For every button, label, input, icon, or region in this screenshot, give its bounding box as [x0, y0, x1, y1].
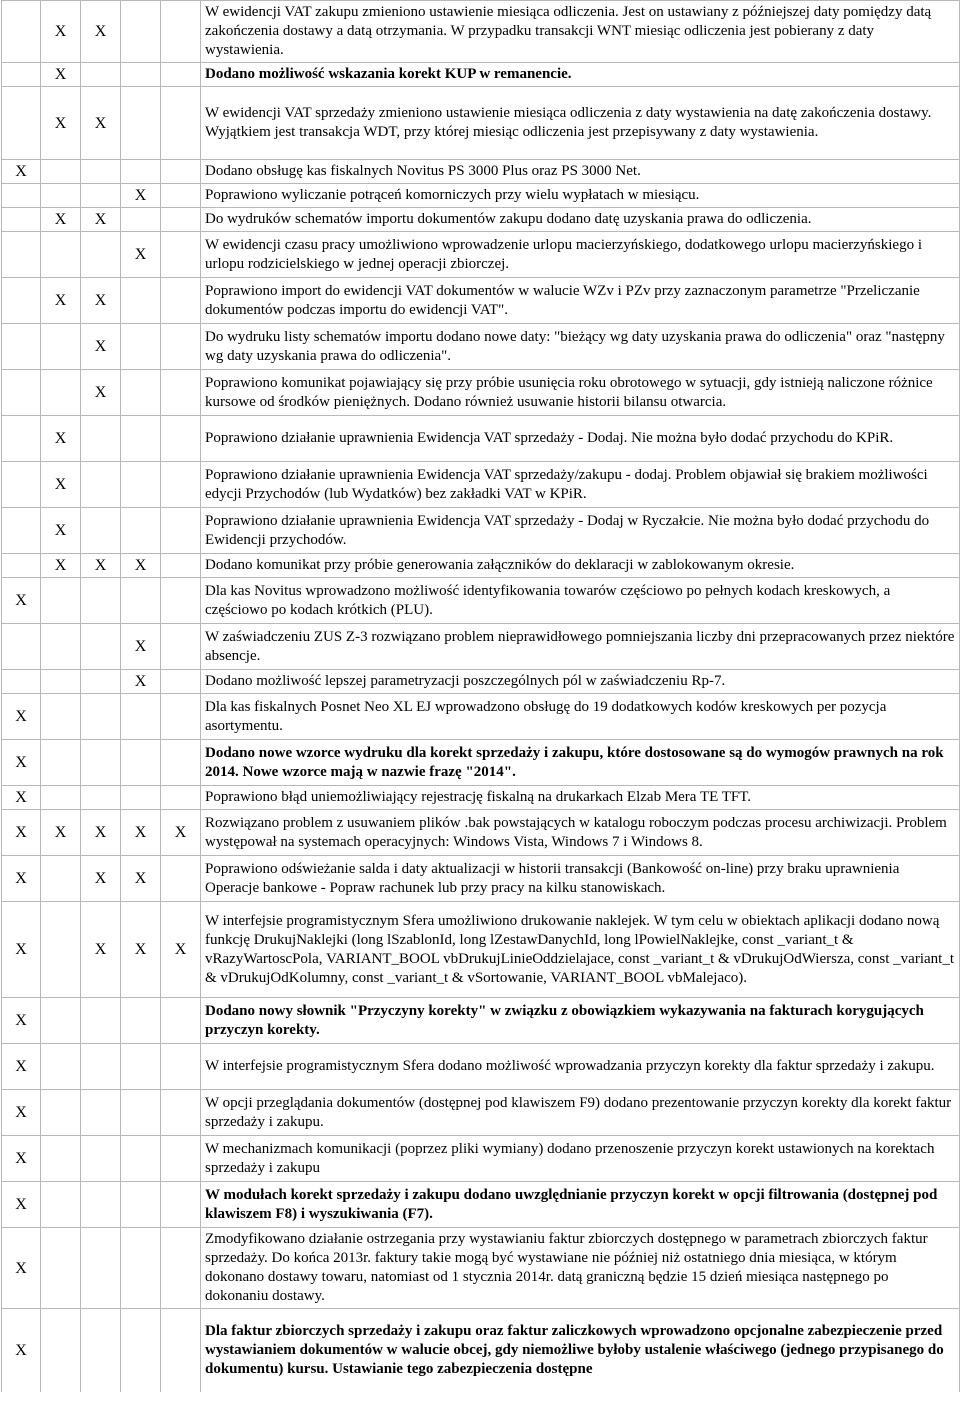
marker-cell: [121, 998, 161, 1044]
marker-cell: X: [2, 694, 41, 740]
marker-cell: [161, 1228, 201, 1309]
changelog-row: [2, 740, 960, 786]
marker-cell: [2, 624, 41, 670]
marker-cell: X: [2, 1090, 41, 1136]
marker-cell: [81, 184, 121, 208]
marker-cell: [41, 370, 81, 416]
marker-cell: [121, 370, 161, 416]
changelog-row: [2, 208, 960, 232]
marker-cell: [161, 184, 201, 208]
marker-cell: [121, 462, 161, 508]
change-description: W interfejsie programistycznym Sfera dodano możliwość wprowadzania przyczyn korekty dla faktur sprzedaży i zakupu.: [201, 1044, 960, 1090]
marker-cell: [161, 370, 201, 416]
marker-cell: X: [2, 786, 41, 810]
marker-cell: [2, 87, 41, 160]
change-description: W modułach korekt sprzedaży i zakupu dodano uwzględnianie przyczyn korekt w opcji filtrowania (dostępnej pod klawiszem F8) i wyszukiwania (F7).: [201, 1182, 960, 1228]
marker-cell: [81, 998, 121, 1044]
marker-cell: X: [2, 1044, 41, 1090]
marker-cell: [161, 1044, 201, 1090]
marker-cell: [2, 184, 41, 208]
marker-cell: [121, 694, 161, 740]
marker-cell: [161, 694, 201, 740]
change-description: W ewidencji VAT sprzedaży zmieniono ustawienie miesiąca odliczenia z daty wystawienia na datę zakończenia dostawy. Wyjątkiem jest transakcja WDT, przy której miesiąc odliczenia jest przepisywany z daty wystawienia.: [201, 87, 960, 160]
marker-cell: [161, 1182, 201, 1228]
marker-cell: [41, 1309, 81, 1392]
changelog-rows: [2, 1, 960, 1392]
marker-cell: X: [121, 232, 161, 278]
marker-cell: X: [81, 810, 121, 856]
marker-cell: [2, 278, 41, 324]
changelog-row: [2, 902, 960, 998]
change-description: Poprawiono błąd uniemożliwiający rejestrację fiskalną na drukarkach Elzab Mera TE TFT.: [201, 786, 960, 810]
changelog-row: [2, 278, 960, 324]
marker-cell: X: [81, 208, 121, 232]
change-description: Dodano nowe wzorce wydruku dla korekt sprzedaży i zakupu, które dostosowane są do wymogów prawnych na rok 2014. Nowe wzorce mają w nazwie frazę "2014".: [201, 740, 960, 786]
marker-cell: [121, 786, 161, 810]
marker-cell: X: [121, 902, 161, 998]
marker-cell: [161, 160, 201, 184]
marker-cell: X: [41, 87, 81, 160]
marker-cell: [41, 324, 81, 370]
changelog-row: [2, 63, 960, 87]
marker-cell: X: [2, 998, 41, 1044]
changelog-row: [2, 1228, 960, 1309]
marker-cell: [161, 786, 201, 810]
marker-cell: [2, 416, 41, 462]
marker-cell: [81, 63, 121, 87]
marker-cell: X: [161, 810, 201, 856]
change-description: Dla kas fiskalnych Posnet Neo XL EJ wprowadzono obsługę do 19 dodatkowych kodów kreskowych per pozycja asortymentu.: [201, 694, 960, 740]
marker-cell: [81, 740, 121, 786]
marker-cell: [81, 462, 121, 508]
marker-cell: X: [41, 462, 81, 508]
marker-cell: [2, 462, 41, 508]
marker-cell: X: [121, 624, 161, 670]
marker-cell: X: [41, 810, 81, 856]
marker-cell: [81, 786, 121, 810]
marker-cell: [121, 1090, 161, 1136]
marker-cell: [161, 624, 201, 670]
changelog-table: [1, 0, 960, 1392]
marker-cell: [81, 578, 121, 624]
marker-cell: [161, 1090, 201, 1136]
marker-cell: X: [2, 740, 41, 786]
marker-cell: [2, 670, 41, 694]
marker-cell: [121, 1, 161, 63]
marker-cell: [121, 1228, 161, 1309]
marker-cell: [41, 624, 81, 670]
marker-cell: [41, 694, 81, 740]
marker-cell: X: [121, 856, 161, 902]
marker-cell: [41, 670, 81, 694]
marker-cell: [161, 87, 201, 160]
change-description: Dodano możliwość wskazania korekt KUP w remanencie.: [201, 63, 960, 87]
marker-cell: [121, 416, 161, 462]
change-description: Dodano komunikat przy próbie generowania załączników do deklaracji w zablokowanym okresie.: [201, 554, 960, 578]
change-description: W interfejsie programistycznym Sfera umożliwiono drukowanie naklejek. W tym celu w obiektach aplikacji dodano nową funkcję DrukujNaklejki (long lSzablonId, long lZestawDanychId, long lPowielNaklejke, const _variant_t & vRazyWartoscPola, VARIANT_BOOL vbDrukujLinieOddzielajace, const _variant_t & vDrukujOdWiersza, const _variant_t & vDrukujOdKolumny, const _variant_t & vSortowanie, VARIANT_BOOL vbMalejaco).: [201, 902, 960, 998]
marker-cell: X: [2, 578, 41, 624]
changelog-row: [2, 462, 960, 508]
marker-cell: [2, 508, 41, 554]
changelog-row: [2, 184, 960, 208]
marker-cell: [161, 208, 201, 232]
marker-cell: [41, 1182, 81, 1228]
marker-cell: [2, 554, 41, 578]
marker-cell: [121, 1309, 161, 1392]
marker-cell: [161, 554, 201, 578]
marker-cell: [41, 1090, 81, 1136]
marker-cell: [41, 160, 81, 184]
marker-cell: [161, 856, 201, 902]
change-description: Poprawiono wyliczanie potrąceń komorniczych przy wielu wypłatach w miesiącu.: [201, 184, 960, 208]
marker-cell: X: [41, 554, 81, 578]
marker-cell: X: [81, 902, 121, 998]
marker-cell: X: [2, 856, 41, 902]
marker-cell: [41, 232, 81, 278]
changelog-row: [2, 370, 960, 416]
marker-cell: [161, 508, 201, 554]
changelog-row: [2, 554, 960, 578]
change-description: W zaświadczeniu ZUS Z-3 rozwiązano problem nieprawidłowego pomniejszania liczby dni przepracowanych przez niektóre absencje.: [201, 624, 960, 670]
change-description: Poprawiono działanie uprawnienia Ewidencja VAT sprzedaży/zakupu - dodaj. Problem objawiał się brakiem możliwości edycji Przychodów (lub Wydatków) bez zakładki VAT w KPiR.: [201, 462, 960, 508]
marker-cell: [41, 184, 81, 208]
marker-cell: [81, 1309, 121, 1392]
marker-cell: [161, 1309, 201, 1392]
marker-cell: [2, 1, 41, 63]
marker-cell: X: [81, 278, 121, 324]
marker-cell: [41, 1044, 81, 1090]
changelog-row: [2, 856, 960, 902]
marker-cell: [81, 416, 121, 462]
changelog-row: [2, 160, 960, 184]
marker-cell: [121, 208, 161, 232]
change-description: Dodano obsługę kas fiskalnych Novitus PS 3000 Plus oraz PS 3000 Net.: [201, 160, 960, 184]
marker-cell: X: [121, 670, 161, 694]
marker-cell: [121, 63, 161, 87]
marker-cell: X: [81, 1, 121, 63]
marker-cell: X: [2, 1309, 41, 1392]
marker-cell: [41, 1228, 81, 1309]
marker-cell: X: [2, 902, 41, 998]
marker-cell: X: [41, 208, 81, 232]
change-description: Do wydruku listy schematów importu dodano nowe daty: "bieżący wg daty uzyskania prawa do odliczenia" oraz "następny wg daty uzyskania prawa do odliczenia".: [201, 324, 960, 370]
change-description: Rozwiązano problem z usuwaniem plików .bak powstających w katalogu roboczym podczas procesu archiwizacji. Problem występował na systemach operacyjnych: Windows Vista, Windows 7 i Windows 8.: [201, 810, 960, 856]
marker-cell: [81, 232, 121, 278]
changelog-row: [2, 1309, 960, 1392]
marker-cell: [161, 278, 201, 324]
marker-cell: X: [81, 856, 121, 902]
marker-cell: [81, 670, 121, 694]
marker-cell: [161, 63, 201, 87]
changelog-row: [2, 578, 960, 624]
changelog-row: [2, 670, 960, 694]
marker-cell: [41, 786, 81, 810]
changelog-row: [2, 1044, 960, 1090]
changelog-row: [2, 1136, 960, 1182]
marker-cell: [41, 998, 81, 1044]
change-description: Dodano możliwość lepszej parametryzacji poszczególnych pól w zaświadczeniu Rp-7.: [201, 670, 960, 694]
marker-cell: [121, 1044, 161, 1090]
marker-cell: [41, 1136, 81, 1182]
marker-cell: [41, 856, 81, 902]
marker-cell: [161, 740, 201, 786]
marker-cell: [81, 1182, 121, 1228]
changelog-row: [2, 810, 960, 856]
change-description: W mechanizmach komunikacji (poprzez pliki wymiany) dodano przenoszenie przyczyn korekt ustawionych na korektach sprzedaży i zakupu: [201, 1136, 960, 1182]
marker-cell: X: [161, 902, 201, 998]
change-description: W opcji przeglądania dokumentów (dostępnej pod klawiszem F9) dodano prezentowanie przyczyn korekty dla korekt faktur sprzedaży i zakupu.: [201, 1090, 960, 1136]
marker-cell: [81, 624, 121, 670]
changelog-row: [2, 87, 960, 160]
marker-cell: X: [121, 184, 161, 208]
change-description: Poprawiono odświeżanie salda i daty aktualizacji w historii transakcji (Bankowość on-line) przy braku uprawnienia Operacje bankowe - Popraw rachunek lub przy pracy na kilku stanowiskach.: [201, 856, 960, 902]
marker-cell: [161, 670, 201, 694]
change-description: Poprawiono komunikat pojawiający się przy próbie usunięcia roku obrotowego w sytuacji, gdy istnieją naliczone różnice kursowe od środków pieniężnych. Dodano również usuwanie historii bilansu otwarcia.: [201, 370, 960, 416]
marker-cell: [161, 324, 201, 370]
change-description: Poprawiono działanie uprawnienia Ewidencja VAT sprzedaży - Dodaj w Ryczałcie. Nie można było dodać przychodu do Ewidencji przychodów.: [201, 508, 960, 554]
change-description: Poprawiono import do ewidencji VAT dokumentów w walucie WZv i PZv przy zaznaczonym parametrze "Przeliczanie dokumentów podczas importu do ewidencji VAT".: [201, 278, 960, 324]
marker-cell: [121, 278, 161, 324]
marker-cell: X: [2, 1182, 41, 1228]
change-description: W ewidencji VAT zakupu zmieniono ustawienie miesiąca odliczenia. Jest on ustawiany z późniejszej daty pomiędzy datą zakończenia dostawy a datą otrzymania. W przypadku transakcji WNT miesiąc odliczenia jest pobierany z daty wystawienia.: [201, 1, 960, 63]
change-description: W ewidencji czasu pracy umożliwiono wprowadzenie urlopu macierzyńskiego, dodatkowego urlopu macierzyńskiego i urlopu rodzicielskiego w jednej operacji zbiorczej.: [201, 232, 960, 278]
marker-cell: X: [81, 370, 121, 416]
changelog-row: [2, 416, 960, 462]
marker-cell: [81, 694, 121, 740]
changelog-row: [2, 508, 960, 554]
changelog-row: [2, 232, 960, 278]
marker-cell: X: [41, 278, 81, 324]
marker-cell: [161, 416, 201, 462]
marker-cell: [81, 1090, 121, 1136]
changelog-row: [2, 1, 960, 63]
marker-cell: X: [2, 160, 41, 184]
marker-cell: [161, 1136, 201, 1182]
marker-cell: [81, 1044, 121, 1090]
changelog-row: [2, 1182, 960, 1228]
marker-cell: [161, 998, 201, 1044]
marker-cell: [81, 1136, 121, 1182]
marker-cell: [2, 208, 41, 232]
change-description: Poprawiono działanie uprawnienia Ewidencja VAT sprzedaży - Dodaj. Nie można było dodać przychodu do KPiR.: [201, 416, 960, 462]
marker-cell: X: [81, 87, 121, 160]
change-description: Dla faktur zbiorczych sprzedaży i zakupu oraz faktur zaliczkowych wprowadzono opcjonalne zabezpieczenie przed wystawianiem dokumentów w walucie obcej, gdy niemożliwe byłoby ustalenie właściwego (jednego przypisanego do dokumentu) kursu. Ustawianie tego zabezpieczenia dostępne: [201, 1309, 960, 1392]
marker-cell: [121, 508, 161, 554]
marker-cell: X: [81, 554, 121, 578]
marker-cell: [161, 462, 201, 508]
marker-cell: X: [121, 554, 161, 578]
marker-cell: [121, 324, 161, 370]
marker-cell: [2, 370, 41, 416]
marker-cell: X: [121, 810, 161, 856]
marker-cell: [41, 578, 81, 624]
marker-cell: [121, 87, 161, 160]
marker-cell: [121, 160, 161, 184]
marker-cell: [2, 63, 41, 87]
marker-cell: [161, 232, 201, 278]
marker-cell: [81, 1228, 121, 1309]
changelog-row: [2, 324, 960, 370]
marker-cell: X: [2, 810, 41, 856]
marker-cell: [2, 324, 41, 370]
marker-cell: X: [41, 508, 81, 554]
change-description: Zmodyfikowano działanie ostrzegania przy wystawianiu faktur zbiorczych dostępnego w parametrach zbiorczych faktur sprzedaży. Do końca 2013r. faktury takie mogą być wystawiane nie później niż ostatniego dnia miesiąca, w którym dokonano dostawy towaru, natomiast od 1 stycznia 2014r. datą graniczną będzie 15 dzień miesiąca następnego po dokonaniu dostawy.: [201, 1228, 960, 1309]
marker-cell: X: [41, 1, 81, 63]
marker-cell: X: [41, 63, 81, 87]
marker-cell: X: [81, 324, 121, 370]
changelog-row: [2, 1090, 960, 1136]
marker-cell: X: [41, 416, 81, 462]
changelog-row: [2, 624, 960, 670]
changelog-row: [2, 694, 960, 740]
marker-cell: [161, 1, 201, 63]
changelog-row: [2, 998, 960, 1044]
marker-cell: [81, 508, 121, 554]
change-description: Dla kas Novitus wprowadzono możliwość identyfikowania towarów częściowo po pełnych kodach kreskowych, a częściowo po kodach krótkich (PLU).: [201, 578, 960, 624]
change-description: Dodano nowy słownik "Przyczyny korekty" w związku z obowiązkiem wykazywania na fakturach korygujących przyczyn korekty.: [201, 998, 960, 1044]
marker-cell: [41, 740, 81, 786]
marker-cell: [2, 232, 41, 278]
marker-cell: [81, 160, 121, 184]
marker-cell: [121, 1136, 161, 1182]
marker-cell: X: [2, 1136, 41, 1182]
marker-cell: [121, 578, 161, 624]
marker-cell: X: [2, 1228, 41, 1309]
marker-cell: [121, 1182, 161, 1228]
marker-cell: [121, 740, 161, 786]
marker-cell: [41, 902, 81, 998]
changelog-row: [2, 786, 960, 810]
marker-cell: [161, 578, 201, 624]
change-description: Do wydruków schematów importu dokumentów zakupu dodano datę uzyskania prawa do odliczenia.: [201, 208, 960, 232]
